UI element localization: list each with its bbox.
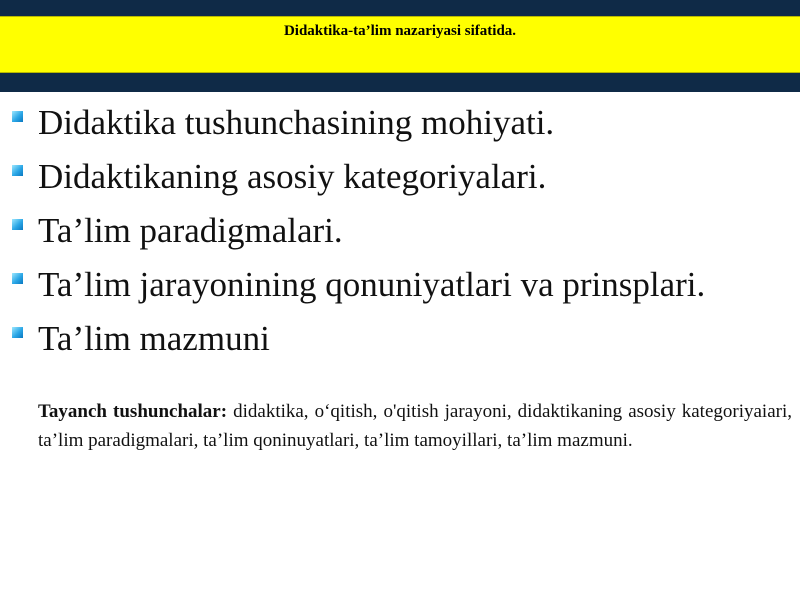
keywords-text: didaktika, o‘qitish, o'qitish jarayoni, didaktikaning asosiy kategoriyaiari, ta’lim paradigmalari, ta’lim qoninuyatlari, ta’lim tamoyillari, ta’lim mazmuni.	[38, 401, 792, 451]
bullet-list	[0, 98, 800, 368]
bullet-text: Ta’lim paradigmalari.	[38, 211, 343, 250]
bullet-item	[0, 314, 800, 368]
bullet-item	[0, 206, 800, 260]
square-bullet-icon	[12, 165, 23, 176]
square-bullet-icon	[12, 327, 23, 338]
square-bullet-icon	[12, 219, 23, 230]
keywords-paragraph	[38, 397, 792, 455]
bullet-text: Didaktika tushunchasining mohiyati.	[38, 103, 555, 142]
slide-title: Didaktika-ta’lim nazariyasi sifatida.	[283, 23, 517, 39]
bullet-text: Didaktikaning asosiy kategoriyalari.	[38, 157, 547, 196]
bullet-item	[0, 98, 800, 152]
bullet-item	[0, 152, 800, 206]
bullet-text: Ta’lim mazmuni	[38, 319, 270, 358]
square-bullet-icon	[12, 111, 23, 122]
keywords-label: Tayanch tushunchalar:	[38, 401, 228, 422]
bullet-item	[0, 260, 800, 314]
bullet-text: Ta’lim jarayonining qonuniyatlari va prinsplari.	[38, 265, 706, 304]
square-bullet-icon	[12, 273, 23, 284]
